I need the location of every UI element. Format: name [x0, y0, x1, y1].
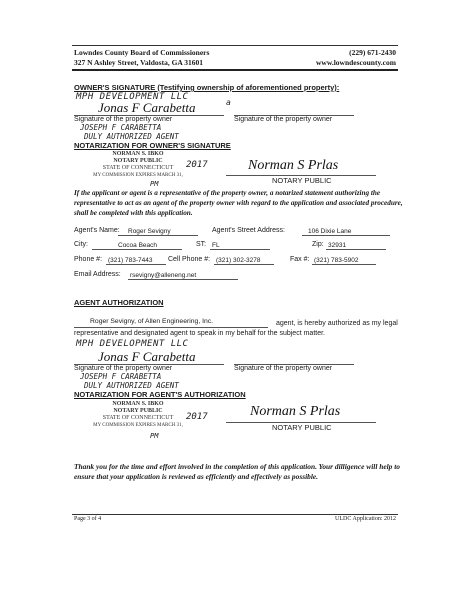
agent-name-label: Agent's Name:: [74, 227, 120, 234]
stamp2-name: NORMAN S. IBKO: [112, 401, 164, 407]
fax-line: [312, 264, 376, 265]
stamp2-initials: PM: [150, 432, 159, 440]
footer-form: ULDC Application: 2012: [335, 516, 396, 522]
owner-signature-caret: a: [226, 98, 231, 107]
zip-value[interactable]: 32931: [328, 242, 347, 249]
agent-auth-title: AGENT AUTHORIZATION: [74, 298, 164, 307]
stamp2-year: 2017: [186, 412, 208, 422]
agent-owner-signature: Jonas F Carabetta: [98, 349, 196, 364]
stamp-expires: MY COMMISSION EXPIRES MARCH 31,: [93, 173, 183, 178]
fax-label: Fax #:: [290, 256, 310, 263]
stamp-initials: PM: [150, 180, 159, 188]
owner-sig-label-right: Signature of the property owner: [234, 116, 333, 123]
stamp-title: NOTARY PUBLIC: [113, 158, 163, 164]
email-line: [128, 279, 238, 280]
stamp-state: STATE OF CONNECTICUT: [102, 165, 174, 171]
header-bottom-rule: [72, 69, 398, 71]
header-address: 327 N Ashley Street, Valdosta, GA 31601: [74, 58, 204, 67]
agent-owner-company-handwritten: MPH DEVELOPMENT LLC: [76, 339, 189, 349]
fax-value[interactable]: (321) 783-5902: [314, 257, 359, 264]
stamp2-expires: MY COMMISSION EXPIRES MARCH 31,: [93, 423, 183, 428]
agent-notary-stamp: [92, 401, 184, 429]
agent-auth-text-line2: representative and designated agent to speak in my behalf for the subject matter.: [74, 330, 325, 337]
email-label: Email Address:: [74, 271, 121, 278]
agent-notary-signature: Norman S Prlas: [250, 404, 341, 419]
header-phone: (229) 671-2430: [349, 48, 396, 57]
agent-notary-label: NOTARY PUBLIC: [272, 423, 332, 432]
header-org: Lowndes County Board of Commissioners: [74, 48, 210, 57]
agent-owner-printed-title: DULY AUTHORIZED AGENT: [84, 381, 179, 390]
owner-sig-label-left: Signature of the property owner: [74, 116, 173, 123]
phone-line: [106, 264, 166, 265]
cell-line: [214, 264, 274, 265]
agent-auth-text-tail: agent, is hereby authorized as my legal: [276, 320, 398, 327]
city-line: [92, 249, 182, 250]
state-label: ST:: [196, 241, 207, 248]
owner-notary-signature: Norman S Prlas: [248, 158, 339, 173]
agent-name-value[interactable]: Roger Sevigny: [128, 228, 171, 235]
agent-owner-printed-name: JOSEPH F CARABETTA: [80, 372, 162, 381]
stamp2-title: NOTARY PUBLIC: [113, 408, 163, 414]
footer-rule: [72, 514, 398, 515]
header-website[interactable]: www.lowndescounty.com: [315, 58, 396, 67]
footer-page: Page 3 of 4: [74, 516, 102, 522]
phone-value[interactable]: (321) 783-7443: [108, 257, 153, 264]
state-line: [210, 249, 270, 250]
owner-printed-name: JOSEPH F CARABETTA: [80, 123, 162, 132]
zip-line: [326, 249, 386, 250]
city-label: City:: [74, 241, 88, 248]
thank-you-text: Thank you for the time and effort involved in the completion of this application. Your dilligence will help to ensure that your application is reviewed as efficiently and effectively as possible.: [74, 462, 400, 481]
city-value[interactable]: Cocoa Beach: [118, 242, 158, 249]
owner-signature: Jonas F Carabetta: [98, 100, 196, 115]
phone-label: Phone #:: [74, 256, 103, 263]
stamp-year: 2017: [186, 160, 208, 170]
agent-street-line: [302, 235, 390, 236]
owner-notary-title: NOTARIZATION FOR OWNER'S SIGNATURE: [74, 141, 231, 150]
owner-notary-stamp: [92, 151, 184, 179]
agent-sig-label-left: Signature of the property owner: [74, 365, 173, 372]
agent-auth-filled-name[interactable]: Roger Sevigny, of Allen Engineering, Inc.: [90, 318, 214, 325]
agent-street-label: Agent's Street Address:: [212, 227, 285, 234]
owner-notary-label: NOTARY PUBLIC: [272, 176, 332, 185]
agent-instruction: If the applicant or agent is a representative of the property owner, a notarized statement authorizing the representative to act as an agent of the property owner with regard to the application and associated procedure, shall be completed with this application.: [74, 189, 403, 217]
header-top-rule: [72, 45, 398, 46]
state-value[interactable]: FL: [212, 242, 220, 249]
owner-printed-title: DULY AUTHORIZED AGENT: [84, 132, 179, 141]
agent-street-value[interactable]: 106 Dixie Lane: [308, 228, 352, 235]
agent-auth-name-line: [74, 327, 268, 328]
zip-label: Zip:: [312, 241, 324, 248]
agent-sig-label-right: Signature of the property owner: [234, 365, 333, 372]
agent-notary-title: NOTARIZATION FOR AGENT'S AUTHORIZATION: [74, 390, 246, 399]
cell-value[interactable]: (321) 302-3278: [216, 257, 261, 264]
agent-name-line: [118, 235, 198, 236]
owner-company-handwritten: MPH DEVELOPMENT LLC: [76, 92, 189, 102]
cell-label: Cell Phone #:: [168, 256, 211, 263]
owner-section-title: OWNER'S SIGNATURE (Testifying ownership of aforementioned property):: [74, 83, 340, 92]
stamp2-state: STATE OF CONNECTICUT: [102, 415, 174, 421]
stamp-name: NORMAN S. IBKO: [112, 151, 164, 157]
email-value[interactable]: rsevigny@alleneng.net: [130, 272, 197, 279]
